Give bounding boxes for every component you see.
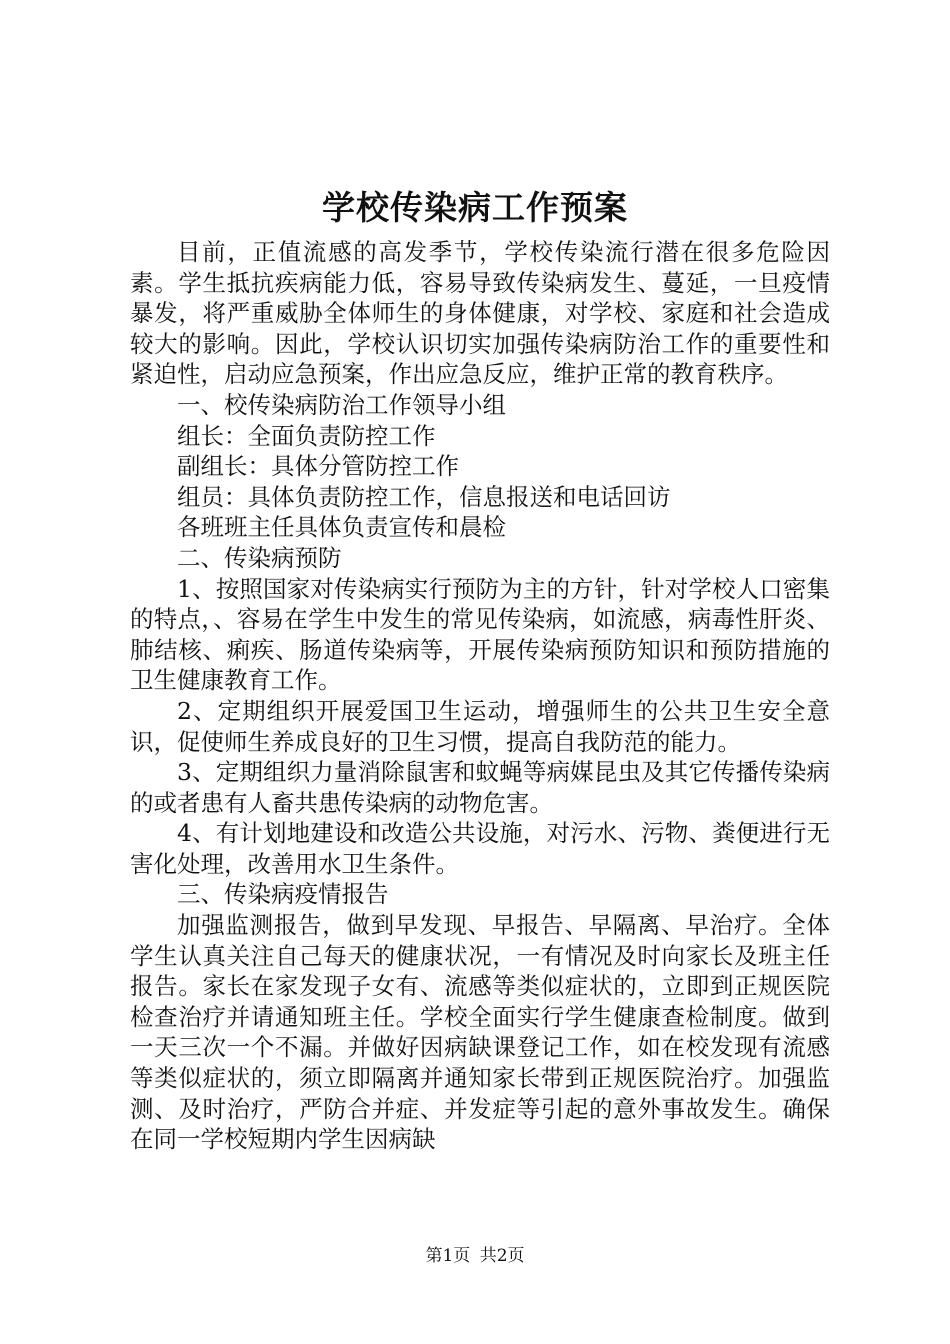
intro-paragraph: 目前，正值流感的高发季节，学校传染流行潜在很多危险因素。学生抵抗疾病能力低，容易导致传染病发生、蔓延，一旦疫情暴发，将严重威胁全体师生的身体健康，对学校、家庭和社会造成较大的影响。因此，学校认识切实加强传染病防治工作的重要性和紧迫性，启动应急预案，作出应急反应，维护正常的教育秩序。	[130, 238, 830, 389]
document-body	[130, 237, 830, 1155]
document-title: 学校传染病工作预案	[322, 188, 628, 227]
member-line: 组员：具体负责防控工作，信息报送和电话回访	[177, 482, 671, 511]
reporting-paragraph: 加强监测报告，做到早发现、早报告、早隔离、早治疗。全体学生认真关注自己每天的健康状况，一有情况及时向家长及班主任报告。家长在家发现子女有、流感等类似症状的，立即到正规医院检查治疗并请通知班主任。学校全面实行学生健康查检制度。做到一天三次一个不漏。并做好因病缺课登记工作，如在校发现有流感等类似症状的，须立即隔离并通知家长带到正规医院治疗。加强监测、及时治疗，严防合并症、并发症等引起的意外事故发生。确保在同一学校短期内学生因病缺	[130, 911, 830, 1154]
section-heading-reporting: 三、传染病疫情报告	[177, 880, 389, 909]
page-footer	[0, 1244, 950, 1268]
prevention-item-1: 1、按照国家对传染病实行预防为主的方针，针对学校人口密集的特点，、容易在学生中发生的常见传染病，如流感，病毒性肝炎、肺结核、痢疾、肠道传染病等，开展传染病预防知识和预防措施的卫生健康教育工作。	[130, 574, 830, 695]
prevention-item-4: 4、有计划地建设和改造公共设施，对污水、污物、粪便进行无害化处理，改善用水卫生条件。	[130, 819, 830, 878]
section-heading-prevention: 二、传染病预防	[177, 543, 342, 572]
prevention-item-2: 2、定期组织开展爱国卫生运动，增强师生的公共卫生安全意识，促使师生养成良好的卫生习惯，提高自我防范的能力。	[130, 696, 830, 756]
leader-line: 组长：全面负责防控工作	[177, 421, 436, 450]
section-heading-leadership: 一、校传染病防治工作领导小组	[177, 390, 506, 419]
page-total: 共2页	[479, 1246, 525, 1266]
page-number: 第1页	[425, 1246, 471, 1266]
class-teacher-line: 各班班主任具体负责宣传和晨检	[177, 513, 506, 542]
prevention-item-3: 3、定期组织力量消除鼠害和蚊蝇等病媒昆虫及其它传播传染病的或者患有人畜共患传染病的动物危害。	[130, 758, 830, 817]
deputy-leader-line: 副组长：具体分管防控工作	[177, 452, 459, 481]
